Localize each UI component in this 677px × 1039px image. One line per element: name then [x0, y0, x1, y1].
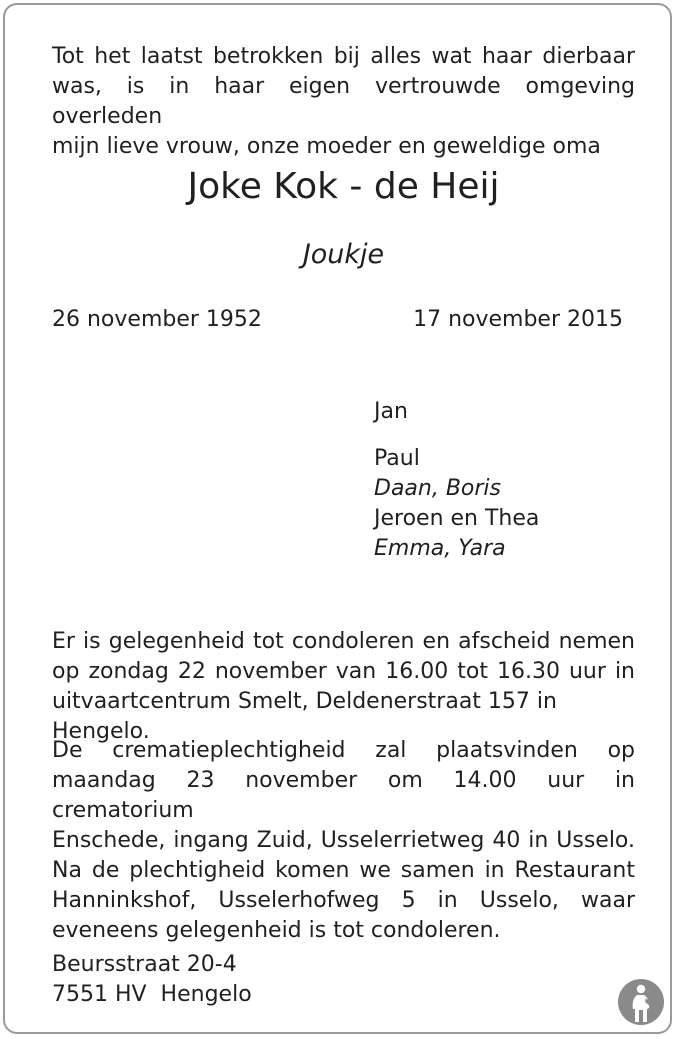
mourning-figure-icon — [617, 978, 665, 1026]
intro-line: mijn lieve vrouw, onze moeder en geweldige oma — [52, 134, 601, 159]
ceremony-line: eveneens gelegenheid is tot condoleren. — [52, 918, 501, 943]
ceremony-line: Enschede, ingang Zuid, Usselerrietweg 40 in Usselo. — [52, 828, 635, 853]
death-date: 17 november 2015 — [413, 307, 623, 332]
family-child: Paul — [374, 446, 420, 471]
condolence-line: Er is gelegenheid tot condoleren en afscheid nemen — [52, 629, 635, 654]
family-husband: Jan — [374, 399, 408, 424]
intro-text — [52, 42, 635, 162]
birth-date: 26 november 1952 — [52, 307, 262, 332]
family-list — [374, 397, 539, 564]
family-grandchildren: Daan, Boris — [374, 476, 502, 501]
family-grandchildren: Emma, Yara — [374, 536, 506, 561]
intro-line: was, is in haar eigen vertrouwde omgeving overleden — [52, 74, 635, 129]
intro-line: Tot het laatst betrokken bij alles wat haar dierbaar — [52, 44, 635, 69]
condolence-line: uitvaartcentrum Smelt, Deldenerstraat 157 in Hengelo. — [52, 689, 557, 744]
address-block — [52, 950, 252, 1010]
address-city: 7551 HV Hengelo — [52, 982, 252, 1007]
deceased-nickname: Joukje — [302, 239, 385, 270]
condolence-line: op zondag 22 november van 16.00 tot 16.30 uur in — [52, 659, 635, 684]
obituary-card — [3, 3, 672, 1034]
ceremony-paragraph — [52, 736, 635, 946]
deceased-name: Joke Kok - de Heij — [187, 166, 500, 207]
family-child: Jeroen en Thea — [374, 506, 540, 531]
ceremony-line: Hanninkshof, Usselerhofweg 5 in Usselo, waar — [52, 888, 635, 913]
ceremony-line: Na de plechtigheid komen we samen in Restaurant — [52, 858, 635, 883]
condolence-paragraph — [52, 627, 635, 747]
address-street: Beursstraat 20-4 — [52, 952, 237, 977]
ceremony-line: De crematieplechtigheid zal plaatsvinden op — [52, 738, 635, 763]
ceremony-line: maandag 23 november om 14.00 uur in crematorium — [52, 768, 635, 823]
